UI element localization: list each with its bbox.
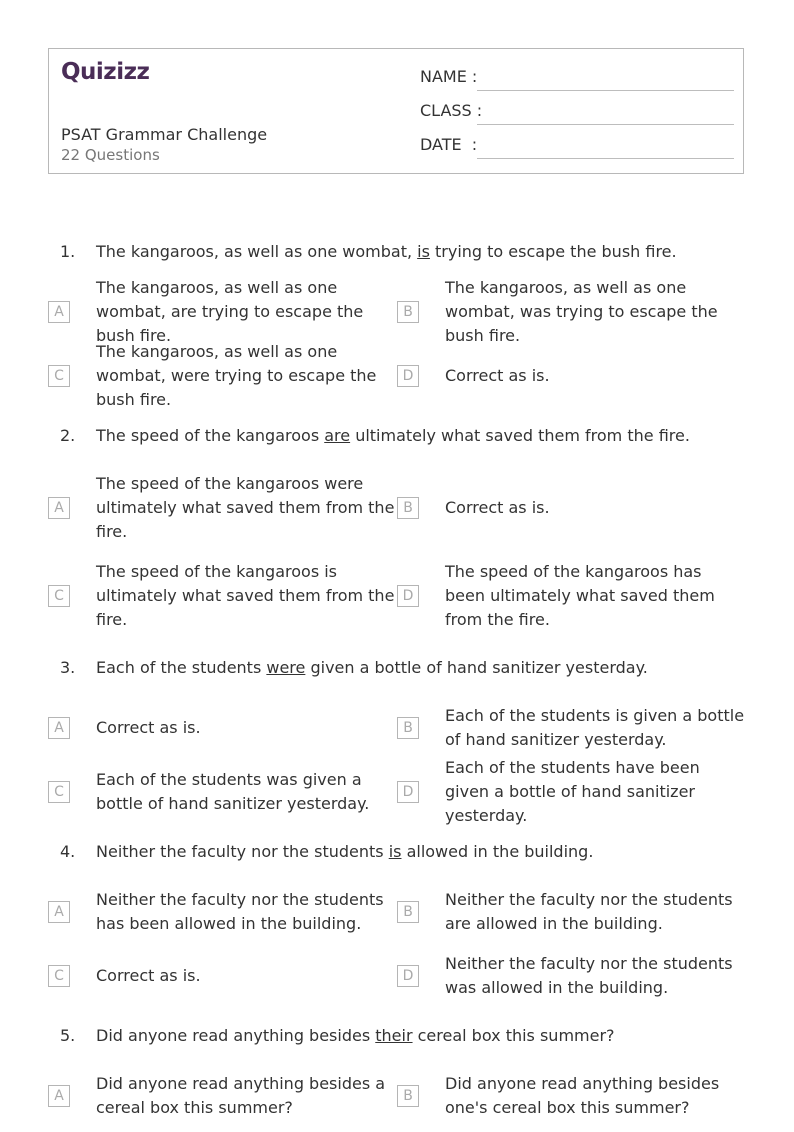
worksheet-title: PSAT Grammar Challenge xyxy=(61,125,268,144)
class-line[interactable] xyxy=(477,124,734,125)
question-text: Each of the students were given a bottle of hand sanitizer yesterday. xyxy=(96,658,648,677)
question-number: 3. xyxy=(60,658,76,677)
class-field[interactable] xyxy=(420,101,734,125)
underlined-word: their xyxy=(375,1026,413,1045)
option-letter-box: A xyxy=(48,1085,70,1107)
question-text: The speed of the kangaroos are ultimately what saved them from the fire. xyxy=(96,426,690,445)
option-text: Neither the faculty nor the students are allowed in the building. xyxy=(445,890,733,933)
question-number: 1. xyxy=(60,242,76,261)
name-line[interactable] xyxy=(477,90,734,91)
option-text: Did anyone read anything besides a cereal box this summer? xyxy=(96,1074,386,1117)
option-letter-box: A xyxy=(48,901,70,923)
date-label: DATE : xyxy=(420,135,478,154)
option-letter-box: A xyxy=(48,301,70,323)
option-text: The kangaroos, as well as one wombat, are trying to escape the bush fire. xyxy=(96,278,364,345)
option-letter-box: D xyxy=(397,585,419,607)
underlined-word: are xyxy=(324,426,351,445)
underlined-word: is xyxy=(417,242,430,261)
date-field[interactable] xyxy=(420,135,734,159)
option-letter-box: D xyxy=(397,781,419,803)
option-text: Correct as is. xyxy=(96,718,201,737)
option-letter-box: A xyxy=(48,497,70,519)
option-text: Correct as is. xyxy=(96,966,201,985)
option-text: Did anyone read anything besides one's cereal box this summer? xyxy=(445,1074,720,1117)
option-text: Each of the students is given a bottle of hand sanitizer yesterday. xyxy=(445,706,745,749)
underlined-word: were xyxy=(266,658,306,677)
option-letter-box: B xyxy=(397,717,419,739)
option-text: The speed of the kangaroos is ultimately what saved them from the fire. xyxy=(96,562,395,629)
date-line[interactable] xyxy=(477,158,734,159)
option-text: Each of the students was given a bottle of hand sanitizer yesterday. xyxy=(96,770,370,813)
underlined-word: is xyxy=(388,842,402,861)
option-text: The speed of the kangaroos has been ultimately what saved them from the fire. xyxy=(445,562,715,629)
option-text: Correct as is. xyxy=(445,498,550,517)
option-letter-box: A xyxy=(48,717,70,739)
class-label: CLASS : xyxy=(420,101,483,120)
option-letter-box: C xyxy=(48,965,70,987)
question-number: 4. xyxy=(60,842,76,861)
option-text: The speed of the kangaroos were ultimately what saved them from the fire. xyxy=(96,474,395,541)
option-text: Each of the students have been given a bottle of hand sanitizer yesterday. xyxy=(445,758,700,825)
option-letter-box: C xyxy=(48,585,70,607)
option-text: The kangaroos, as well as one wombat, were trying to escape the bush fire. xyxy=(96,342,377,409)
option-letter-box: B xyxy=(397,1085,419,1107)
quizizz-logo: Quizizz xyxy=(61,59,150,85)
option-letter-box: D xyxy=(397,965,419,987)
name-field[interactable] xyxy=(420,67,734,91)
option-text: The kangaroos, as well as one wombat, was trying to escape the bush fire. xyxy=(445,278,718,345)
question-number: 5. xyxy=(60,1026,76,1045)
option-text: Neither the faculty nor the students was allowed in the building. xyxy=(445,954,733,997)
option-text: Neither the faculty nor the students has been allowed in the building. xyxy=(96,890,384,933)
question-text: Neither the faculty nor the students is allowed in the building. xyxy=(96,842,594,861)
question-text: Did anyone read anything besides their cereal box this summer? xyxy=(96,1026,615,1045)
option-letter-box: B xyxy=(397,301,419,323)
question-number: 2. xyxy=(60,426,76,445)
option-letter-box: B xyxy=(397,901,419,923)
question-count: 22 Questions xyxy=(61,146,160,164)
worksheet-header xyxy=(48,48,744,174)
option-letter-box: D xyxy=(397,365,419,387)
question-text: The kangaroos, as well as one wombat, is trying to escape the bush fire. xyxy=(96,242,677,261)
option-text: Correct as is. xyxy=(445,366,550,385)
option-letter-box: B xyxy=(397,497,419,519)
name-label: NAME : xyxy=(420,67,478,86)
option-letter-box: C xyxy=(48,365,70,387)
option-letter-box: C xyxy=(48,781,70,803)
